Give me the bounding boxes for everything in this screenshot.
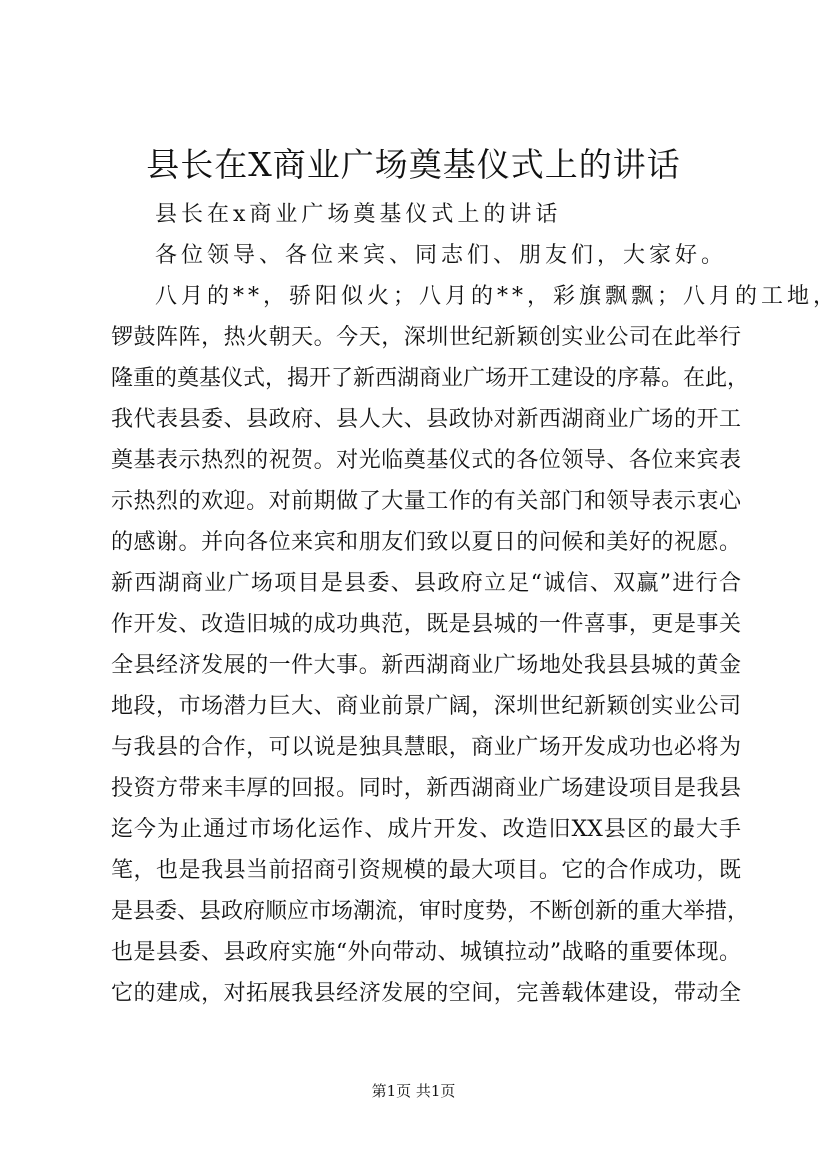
paragraph-line: 投资方带来丰厚的回报。同时，新西湖商业广场建设项目是我县 <box>111 776 741 801</box>
paragraph-line: 也是县委、县政府实施“外向带动、城镇拉动”战略的重要体现。 <box>111 940 741 965</box>
subtitle: 县长在x商业广场奠基仪式上的讲话 <box>155 202 562 227</box>
paragraph-line: 迄今为止通过市场化运作、成片开发、改造旧XX县区的最大手 <box>111 817 741 842</box>
paragraph-line: 它的建成，对拓展我县经济发展的空间，完善载体建设，带动全 <box>111 981 741 1006</box>
page-footer: 第1页 共1页 <box>371 1082 456 1100</box>
paragraph <box>111 276 839 1014</box>
paragraph-line: 新西湖商业广场项目是县委、县政府立足“诚信、双赢”进行合 <box>111 571 741 596</box>
document-body <box>111 194 839 1014</box>
paragraph-line: 的感谢。并向各位来宾和朋友们致以夏日的问候和美好的祝愿。 <box>111 530 741 555</box>
paragraph-line: 八月的**，骄阳似火；八月的**，彩旗飘飘；八月的工地， <box>155 284 839 309</box>
paragraph-line: 地段，市场潜力巨大、商业前景广阔，深圳世纪新颖创实业公司 <box>111 694 741 719</box>
greeting: 各位领导、各位来宾、同志们、朋友们，大家好。 <box>155 243 728 268</box>
paragraph-line: 是县委、县政府顺应市场潮流，审时度势，不断创新的重大举措， <box>111 899 750 924</box>
paragraph-line: 全县经济发展的一件大事。新西湖商业广场地处我县县城的黄金 <box>111 653 741 678</box>
paragraph-line: 奠基表示热烈的祝贺。对光临奠基仪式的各位领导、各位来宾表 <box>111 448 741 473</box>
paragraph-line: 锣鼓阵阵，热火朝天。今天，深圳世纪新颖创实业公司在此举行 <box>111 325 741 350</box>
paragraph-line: 笔，也是我县当前招商引资规模的最大项目。它的合作成功，既 <box>111 858 741 883</box>
document-title: 县长在X商业广场奠基仪式上的讲话 <box>146 145 681 184</box>
paragraph-line: 作开发、改造旧城的成功典范，既是县城的一件喜事，更是事关 <box>111 612 741 637</box>
paragraph-line: 我代表县委、县政府、县人大、县政协对新西湖商业广场的开工 <box>111 407 741 432</box>
paragraph-line: 示热烈的欢迎。对前期做了大量工作的有关部门和领导表示衷心 <box>111 489 741 514</box>
paragraph-line: 隆重的奠基仪式，揭开了新西湖商业广场开工建设的序幕。在此， <box>111 366 750 391</box>
paragraph-line: 与我县的合作，可以说是独具慧眼，商业广场开发成功也必将为 <box>111 735 741 760</box>
